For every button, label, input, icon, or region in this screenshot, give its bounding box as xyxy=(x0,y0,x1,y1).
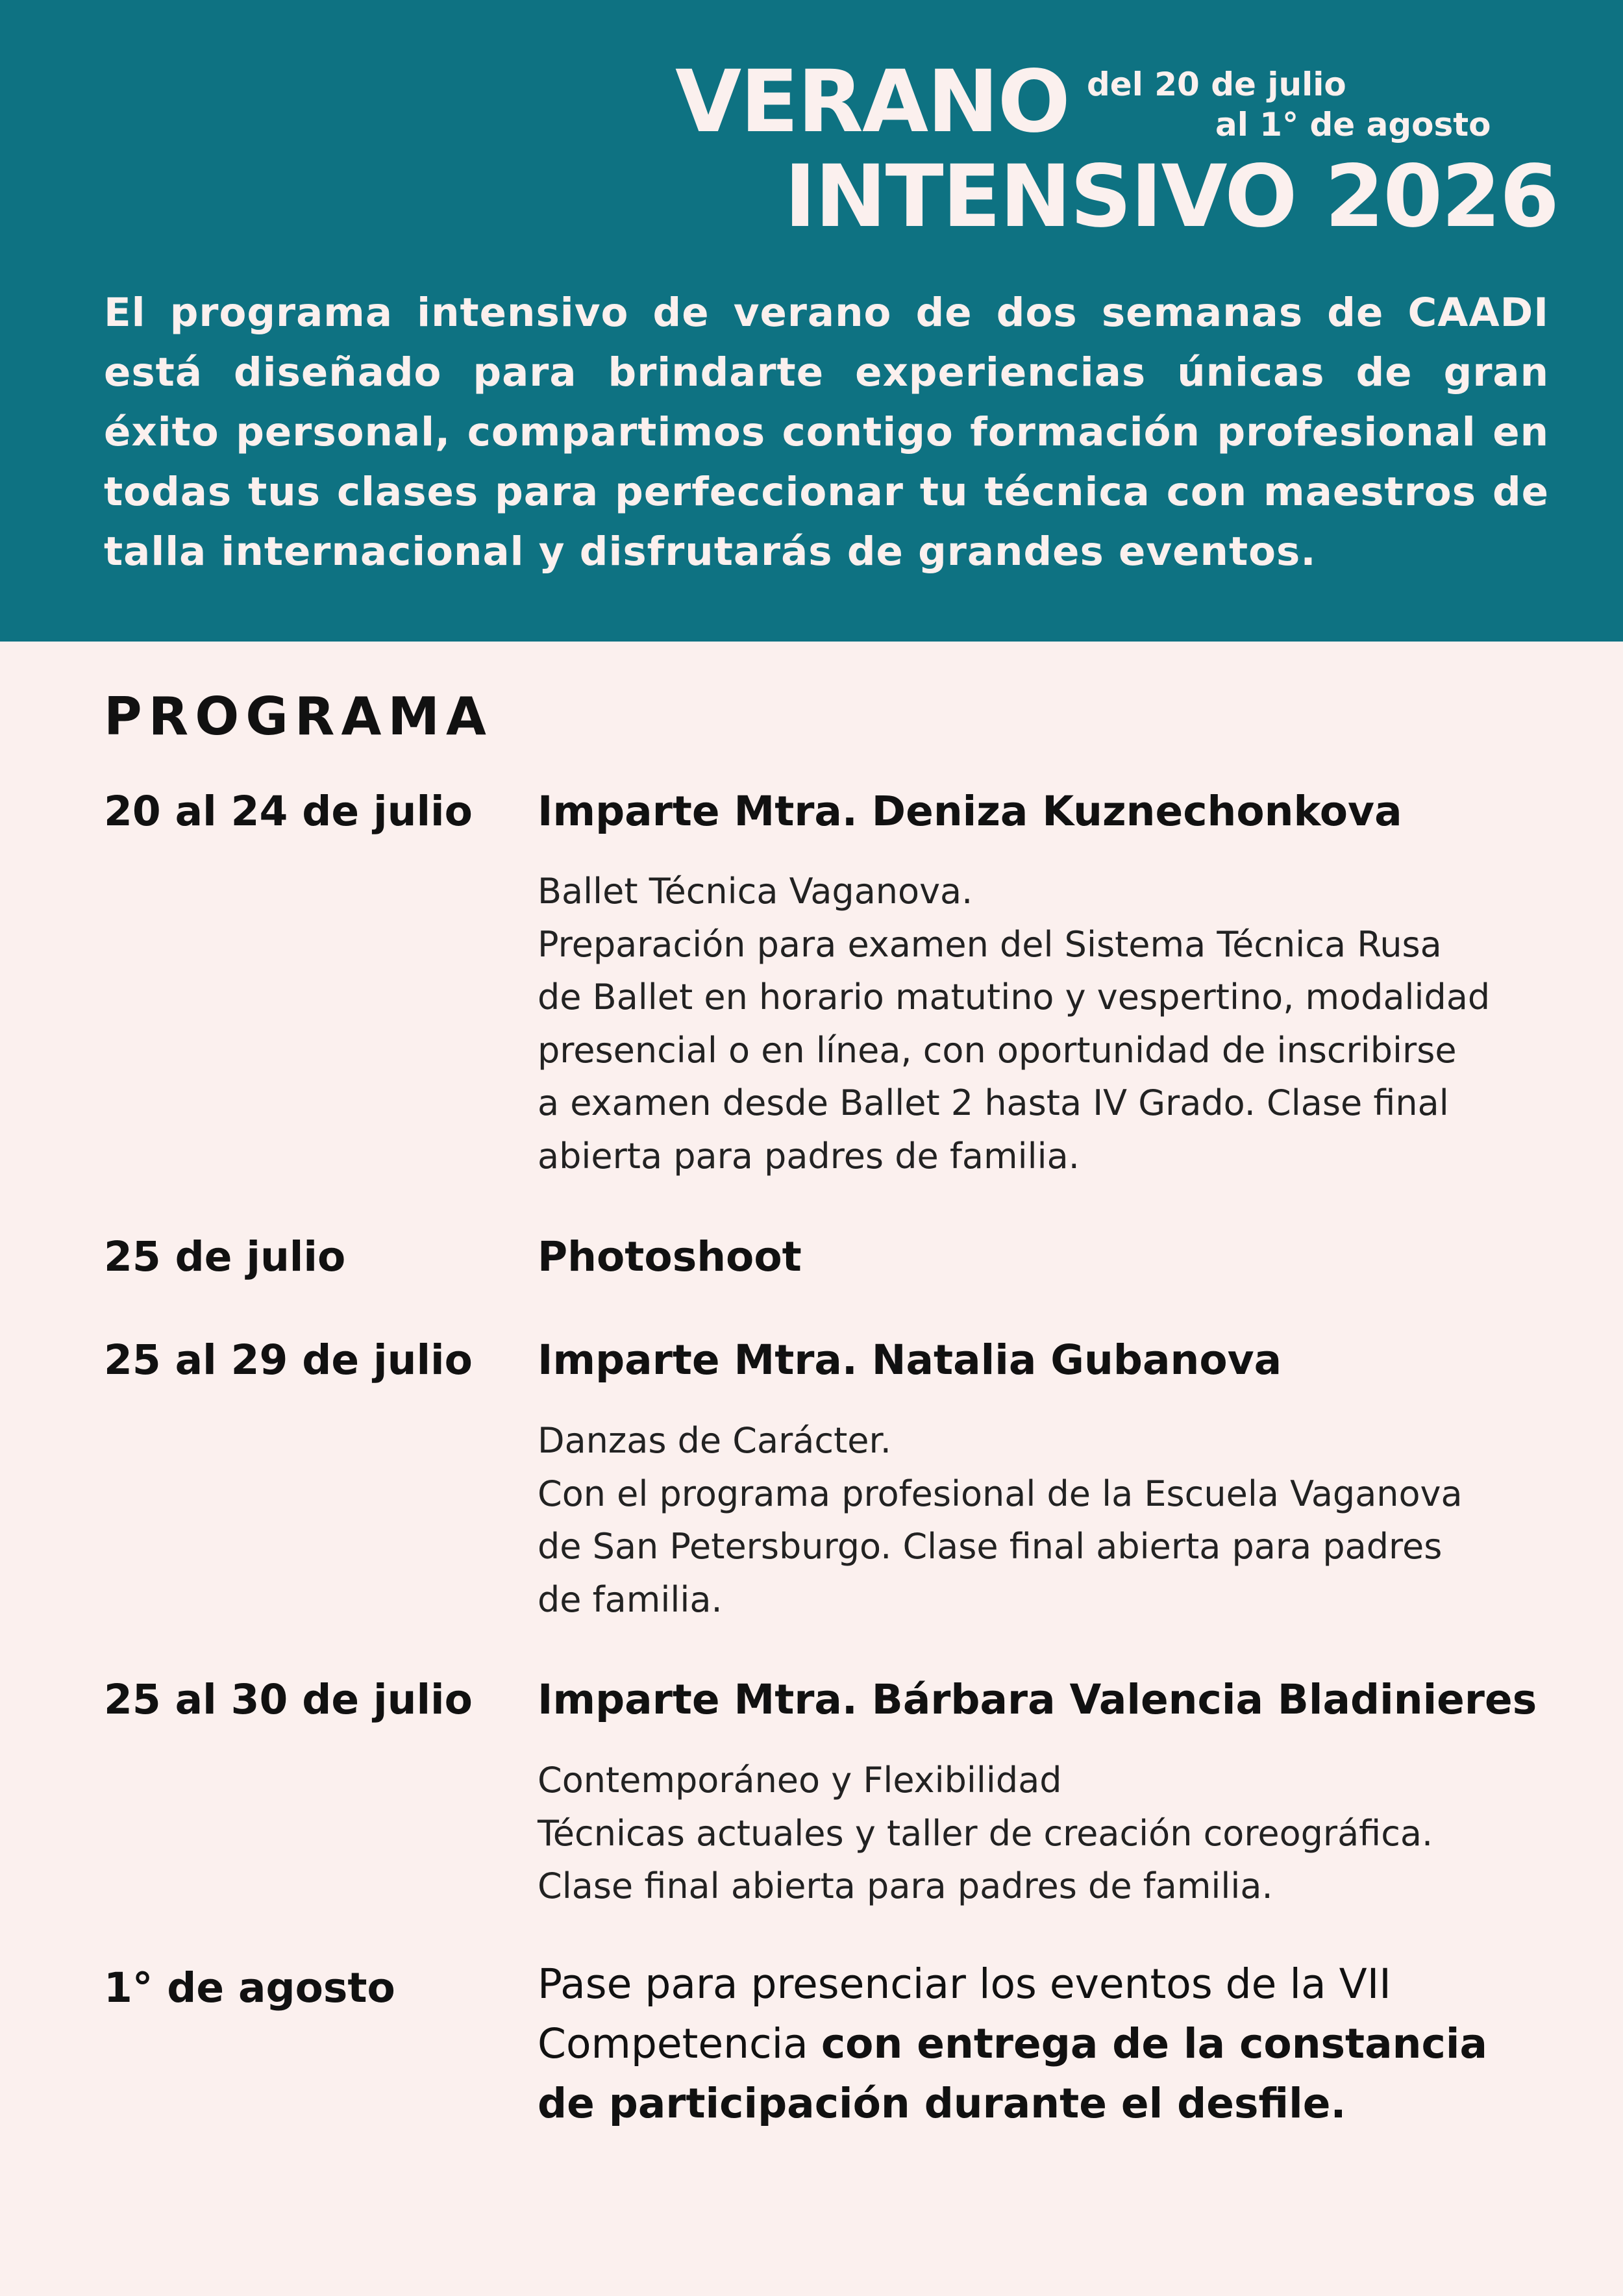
program-description xyxy=(538,865,1550,1182)
dates-line-2: al 1° de agosto xyxy=(1215,106,1491,144)
program-title: Photoshoot xyxy=(538,1233,802,1280)
description-line: Contemporáneo y Flexibilidad xyxy=(538,1760,1062,1801)
program-description xyxy=(538,1414,1550,1626)
description-line: de familia. xyxy=(538,1578,723,1620)
description-line: presencial o en línea, con oportunidad de inscribirse xyxy=(538,1029,1457,1071)
program-date: 25 al 30 de julio xyxy=(104,1676,473,1723)
description-line: Técnicas actuales y taller de creación coreográfica. xyxy=(538,1812,1433,1854)
program-title: Imparte Mtra. Natalia Gubanova xyxy=(538,1336,1282,1384)
description-line: Danzas de Carácter. xyxy=(538,1420,891,1461)
description-line: Preparación para examen del Sistema Técnica Rusa xyxy=(538,923,1442,965)
description-line: de San Petersburgo. Clase final abierta para padres xyxy=(538,1526,1443,1567)
final-line-2-bold: con entrega de la constancia xyxy=(821,2020,1487,2067)
description-line: abierta para padres de familia. xyxy=(538,1135,1080,1177)
title-intensivo: INTENSIVO 2026 xyxy=(784,147,1558,247)
description-line: de Ballet en horario matutino y vespertino, modalidad xyxy=(538,977,1491,1017)
header-banner xyxy=(0,0,1623,642)
final-line-3-bold: de participación durante el desfile. xyxy=(538,2080,1346,2127)
description-line: a examen desde Ballet 2 hasta IV Grado. Clase final xyxy=(538,1082,1449,1123)
description-line: Con el programa profesional de la Escuela Vaganova xyxy=(538,1473,1463,1514)
final-line-3 xyxy=(538,2074,1550,2134)
program-date: 20 al 24 de julio xyxy=(104,788,473,835)
program-heading: PROGRAMA xyxy=(104,686,493,747)
description-line: Ballet Técnica Vaganova. xyxy=(538,871,973,912)
program-description xyxy=(538,1754,1550,1913)
program-title: Imparte Mtra. Deniza Kuznechonkova xyxy=(538,788,1402,835)
final-line-2 xyxy=(538,2014,1550,2074)
intro-paragraph: El programa intensivo de verano de dos semanas de CAADI está diseñado para brindarte experiencias únicas de gran éxito personal, compartimos contigo formación profesional en todas tus clases para perfeccionar tu técnica con maestros de talla internacional y disfrutarás de grandes eventos. xyxy=(104,290,1549,575)
description-line: Clase final abierta para padres de familia. xyxy=(538,1866,1273,1906)
final-line-2-regular: Competencia xyxy=(538,2020,821,2067)
final-line-1: Pase para presenciar los eventos de la VII xyxy=(538,1960,1391,2008)
dates-line-1: del 20 de julio xyxy=(1087,66,1346,103)
program-date: 25 de julio xyxy=(104,1233,346,1280)
program-date: 25 al 29 de julio xyxy=(104,1336,473,1384)
title-verano: VERANO xyxy=(675,52,1069,152)
program-title: Imparte Mtra. Bárbara Valencia Bladinieres xyxy=(538,1676,1537,1723)
program-date: 1° de agosto xyxy=(104,1964,395,2012)
final-event-description xyxy=(538,1954,1550,2134)
